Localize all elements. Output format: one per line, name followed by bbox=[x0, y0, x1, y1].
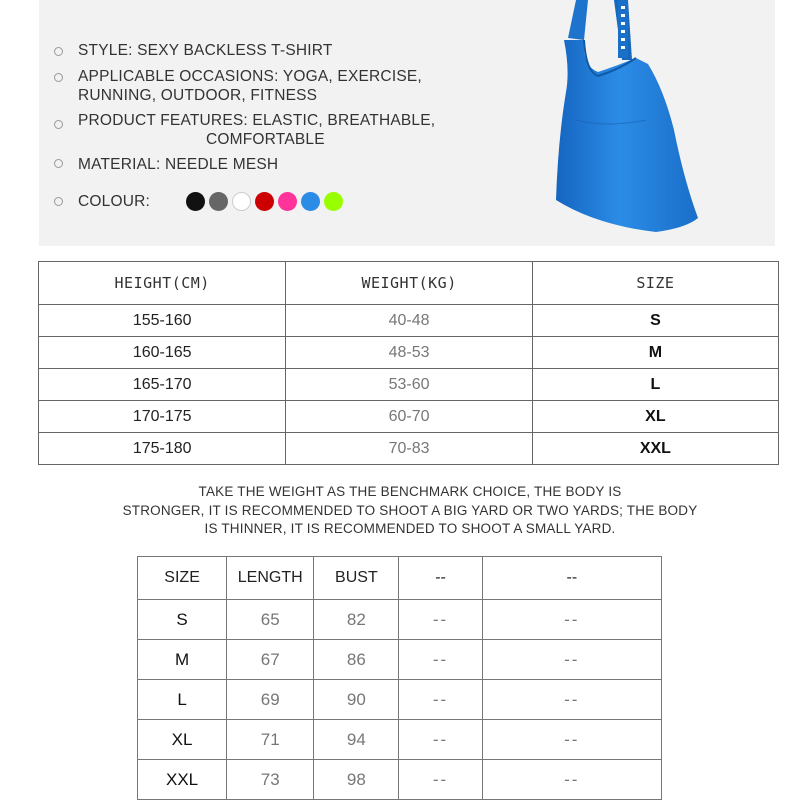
table-cell: 40-48 bbox=[286, 305, 532, 337]
table-cell: 160-165 bbox=[39, 337, 286, 369]
table-header: -- bbox=[399, 557, 482, 600]
table-row bbox=[39, 401, 779, 433]
table-cell: 73 bbox=[227, 760, 314, 800]
table-cell: XL bbox=[138, 720, 227, 760]
table-cell: 94 bbox=[314, 720, 399, 760]
table-row bbox=[138, 680, 662, 720]
size-measurement-table bbox=[137, 556, 662, 800]
table-header: SIZE bbox=[532, 262, 778, 305]
table-row bbox=[39, 433, 779, 465]
table-cell: S bbox=[532, 305, 778, 337]
table-row bbox=[39, 337, 779, 369]
spec-style: STYLE: SEXY BACKLESS T-SHIRT bbox=[78, 42, 333, 59]
table-cell: M bbox=[138, 640, 227, 680]
table-cell: -- bbox=[399, 720, 482, 760]
colour-swatches bbox=[186, 192, 343, 211]
tank-top-image bbox=[536, 0, 706, 232]
table-cell: 48-53 bbox=[286, 337, 532, 369]
table-header: SIZE bbox=[138, 557, 227, 600]
colour-label: COLOUR: bbox=[78, 193, 151, 210]
table-cell: S bbox=[138, 600, 227, 640]
colour-swatch-black[interactable] bbox=[186, 192, 205, 211]
spec-occasions bbox=[78, 67, 422, 105]
table-cell: 69 bbox=[227, 680, 314, 720]
bullet-icon bbox=[54, 120, 63, 129]
bullet-icon bbox=[54, 47, 63, 56]
colour-swatch-red[interactable] bbox=[255, 192, 274, 211]
note-line: TAKE THE WEIGHT AS THE BENCHMARK CHOICE, THE BODY IS bbox=[198, 484, 622, 499]
table-cell: 65 bbox=[227, 600, 314, 640]
spec-material: MATERIAL: NEEDLE MESH bbox=[78, 156, 279, 173]
colour-swatch-lime[interactable] bbox=[324, 192, 343, 211]
colour-swatch-blue[interactable] bbox=[301, 192, 320, 211]
table-cell: 170-175 bbox=[39, 401, 286, 433]
table-cell: L bbox=[532, 369, 778, 401]
table-header: HEIGHT(CM) bbox=[39, 262, 286, 305]
table-cell: XL bbox=[532, 401, 778, 433]
size-recommendation-note bbox=[60, 483, 760, 539]
table-cell: 86 bbox=[314, 640, 399, 680]
spec-features bbox=[78, 111, 435, 149]
table-cell: 70-83 bbox=[286, 433, 532, 465]
table-cell: 67 bbox=[227, 640, 314, 680]
table-cell: 175-180 bbox=[39, 433, 286, 465]
table-cell: -- bbox=[399, 680, 482, 720]
bullet-icon bbox=[54, 197, 63, 206]
table-cell: -- bbox=[482, 760, 661, 800]
spec-occasions-line2: RUNNING, OUTDOOR, FITNESS bbox=[78, 87, 318, 104]
table-cell: -- bbox=[482, 600, 661, 640]
table-cell: M bbox=[532, 337, 778, 369]
table-cell: 98 bbox=[314, 760, 399, 800]
table-cell: -- bbox=[482, 720, 661, 760]
table-row bbox=[39, 369, 779, 401]
table-cell: 71 bbox=[227, 720, 314, 760]
bullet-icon bbox=[54, 73, 63, 82]
table-header: BUST bbox=[314, 557, 399, 600]
spec-features-line2: COMFORTABLE bbox=[206, 131, 325, 148]
table-cell: XXL bbox=[532, 433, 778, 465]
table-cell: L bbox=[138, 680, 227, 720]
spec-features-line1: PRODUCT FEATURES: ELASTIC, BREATHABLE, bbox=[78, 112, 436, 129]
table-cell: -- bbox=[482, 680, 661, 720]
note-line: IS THINNER, IT IS RECOMMENDED TO SHOOT A SMALL YARD. bbox=[204, 521, 616, 536]
table-row bbox=[138, 600, 662, 640]
colour-swatch-white[interactable] bbox=[232, 192, 251, 211]
table-cell: 53-60 bbox=[286, 369, 532, 401]
table-header: -- bbox=[482, 557, 661, 600]
table-cell: 60-70 bbox=[286, 401, 532, 433]
table-cell: 155-160 bbox=[39, 305, 286, 337]
table-cell: -- bbox=[399, 760, 482, 800]
table-row bbox=[138, 720, 662, 760]
colour-swatch-pink[interactable] bbox=[278, 192, 297, 211]
table-header: WEIGHT(KG) bbox=[286, 262, 532, 305]
table-cell: 90 bbox=[314, 680, 399, 720]
table-row bbox=[138, 760, 662, 800]
table-cell: XXL bbox=[138, 760, 227, 800]
note-line: STRONGER, IT IS RECOMMENDED TO SHOOT A BIG YARD OR TWO YARDS; THE BODY bbox=[122, 502, 698, 518]
table-cell: -- bbox=[399, 600, 482, 640]
table-cell: 165-170 bbox=[39, 369, 286, 401]
height-weight-size-table bbox=[38, 261, 779, 465]
table-cell: 82 bbox=[314, 600, 399, 640]
table-cell: -- bbox=[482, 640, 661, 680]
table-cell: -- bbox=[399, 640, 482, 680]
spec-occasions-line1: APPLICABLE OCCASIONS: YOGA, EXERCISE, bbox=[78, 68, 422, 85]
table-row bbox=[138, 640, 662, 680]
colour-swatch-gray[interactable] bbox=[209, 192, 228, 211]
table-header: LENGTH bbox=[227, 557, 314, 600]
bullet-icon bbox=[54, 159, 63, 168]
table-row bbox=[39, 305, 779, 337]
